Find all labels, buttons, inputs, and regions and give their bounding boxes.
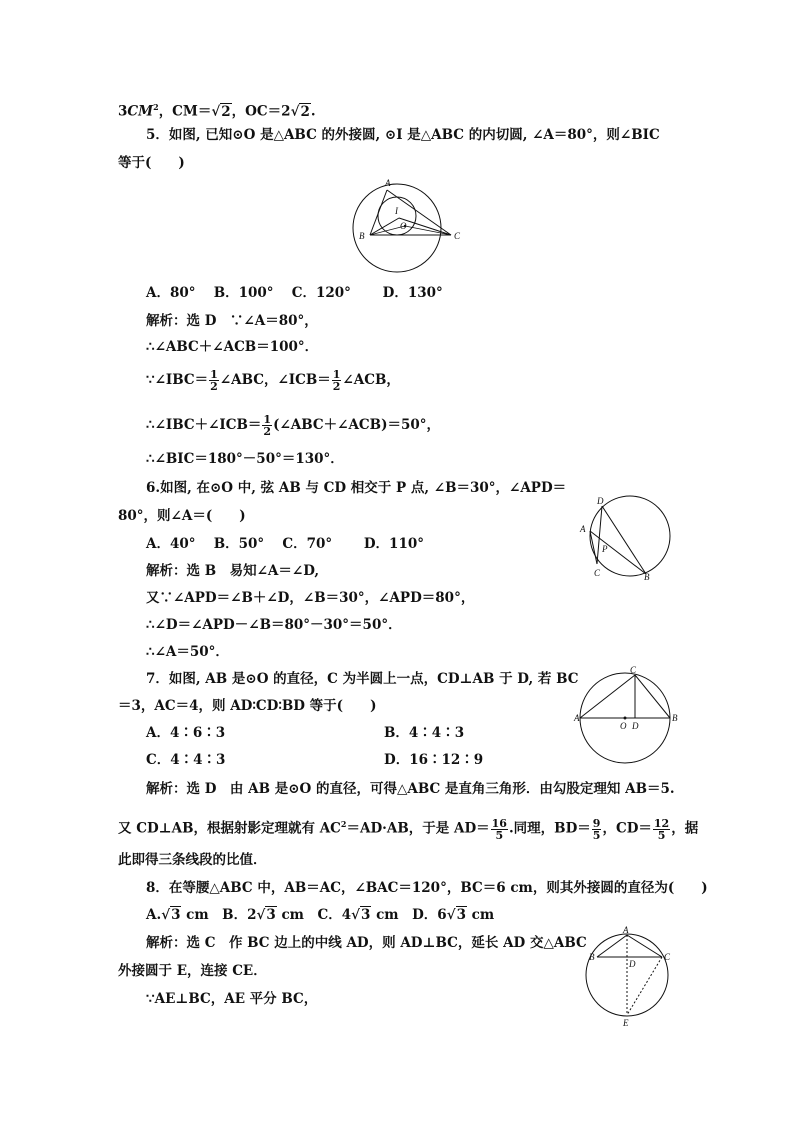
q6-options: A．40° B．50° C．70° D．110° bbox=[146, 536, 424, 552]
q5-label-C: C bbox=[454, 231, 461, 241]
q8-solution-2: 外接圆于 E，连接 CE． bbox=[118, 963, 267, 979]
q5-label-I: I bbox=[395, 206, 398, 216]
q8-solution-3: ∵AE⊥BC，AE 平分 BC， bbox=[146, 991, 318, 1007]
q7-solution-3: 此即得三条线段的比值． bbox=[118, 852, 267, 868]
q8-stem: 8．在等腰△ABC 中，AB＝AC，∠BAC＝120°，BC＝6 cm，则其外接圆的直径为( ) bbox=[146, 880, 708, 896]
q8-label-E: E bbox=[623, 1018, 629, 1028]
q5-solution-2: ∴∠ABC＋∠ACB＝100°． bbox=[146, 339, 319, 355]
q6-solution-4: ∴∠A＝50°． bbox=[146, 644, 229, 660]
q7-option-d: D．16∶12∶9 bbox=[384, 752, 484, 768]
q7-label-O: O bbox=[620, 721, 627, 731]
q8-label-C: C bbox=[664, 952, 671, 962]
q7-option-b: B．4∶4∶3 bbox=[384, 725, 465, 741]
q8-solution-1: 解析：选 C 作 BC 边上的中线 AD，则 AD⊥BC，延长 AD 交△ABC bbox=[146, 935, 587, 951]
q5-stem-line2: 等于( ) bbox=[118, 155, 185, 171]
q7-figure bbox=[574, 667, 684, 767]
q6-stem-line2: 80°，则∠A＝( ) bbox=[118, 508, 246, 524]
q5-label-O: O bbox=[400, 221, 407, 231]
q5-figure bbox=[355, 178, 465, 278]
q5-stem-line1: 5．如图, 已知⊙O 是△ABC 的外接圆, ⊙I 是△ABC 的内切圆, ∠A＝80°，则∠BIC bbox=[146, 127, 660, 143]
q5-solution-4: ∴∠IBC＋∠ICB＝ $\frac{1}{2}$ (∠ABC＋∠ACB)＝50°， bbox=[146, 413, 441, 438]
q5-label-B: B bbox=[359, 231, 365, 241]
q6-label-P: P bbox=[602, 544, 608, 554]
q8-figure bbox=[585, 925, 681, 1029]
q6-solution-3: ∴∠D＝∠APD－∠B＝80°－30°＝50°． bbox=[146, 617, 402, 633]
q5-solution-5: ∴∠BIC＝180°－50°＝130°． bbox=[146, 451, 344, 467]
q7-solution-1: 解析：选 D 由 AB 是⊙O 的直径，可得△ABC 是直角三角形．由勾股定理知 AB＝5. bbox=[146, 781, 675, 797]
q5-solution-3: ∵∠IBC＝ $\frac{1}{2}$ ∠ABC，∠ICB＝ $\frac{1}{2}$ ∠ACB， bbox=[146, 368, 400, 393]
q6-label-D: D bbox=[597, 496, 604, 506]
q7-label-A: A bbox=[574, 713, 580, 723]
q7-option-a: A．4∶6∶3 bbox=[146, 725, 226, 741]
q7-solution-2: 又 CD⊥AB，根据射影定理就有 $AC^2=AD\cdot AB$，于是 AD＝ $\frac{16}{5}$ .同理，BD＝ $\frac{9}{5}$ ，CD＝ $\frac{12}{5}$ ，据 bbox=[118, 816, 699, 842]
q7-label-D: D bbox=[632, 721, 639, 731]
q8-label-D: D bbox=[629, 959, 636, 969]
intro-line: $3CM^2$，CM＝√2，OC＝2√2. bbox=[118, 102, 316, 120]
q6-label-B: B bbox=[644, 572, 650, 582]
q7-option-c: C．4∶4∶3 bbox=[146, 752, 226, 768]
q5-options: A．80° B．100° C．120° D．130° bbox=[146, 285, 443, 301]
q8-options: A.√3 cm B．2√3 cm C．4√3 cm D．6√3 cm bbox=[146, 907, 495, 923]
q5-solution-1: 解析：选 D ∵∠A＝80°， bbox=[146, 313, 318, 329]
q5-label-A: A bbox=[385, 178, 391, 188]
q6-label-C: C bbox=[594, 568, 601, 578]
q6-solution-1: 解析：选 B 易知∠A＝∠D, bbox=[146, 563, 320, 579]
q6-solution-2: 又∵∠APD＝∠B＋∠D，∠B＝30°，∠APD＝80°， bbox=[146, 590, 475, 606]
q7-label-C: C bbox=[630, 665, 637, 675]
q6-stem-line1: 6.如图, 在⊙O 中, 弦 AB 与 CD 相交于 P 点, ∠B＝30°，∠APD＝ bbox=[146, 480, 567, 496]
q6-figure bbox=[578, 494, 674, 584]
q5-incircle bbox=[378, 197, 416, 235]
q8-label-B: B bbox=[589, 952, 595, 962]
q8-label-A: A bbox=[623, 925, 629, 935]
q6-label-A: A bbox=[580, 524, 586, 534]
q7-stem-line1: 7．如图, AB 是⊙O 的直径，C 为半圆上一点，CD⊥AB 于 D, 若 BC bbox=[146, 671, 579, 687]
q7-stem-line2: ＝3，AC＝4，则 AD∶CD∶BD 等于( ) bbox=[118, 698, 377, 714]
q7-label-B: B bbox=[672, 713, 678, 723]
